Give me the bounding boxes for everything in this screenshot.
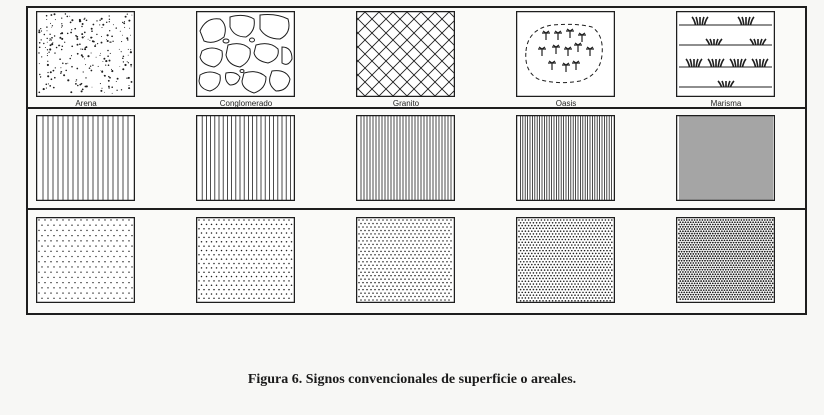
oasis-symbol — [516, 11, 615, 97]
dot-pattern-symbol-2 — [196, 217, 295, 303]
arena-label: Arena — [75, 99, 97, 108]
granito-symbol — [356, 11, 455, 97]
dot-pattern-symbol-4 — [516, 217, 615, 303]
granito-label: Granito — [392, 99, 420, 108]
arena-symbol — [36, 11, 135, 97]
conglomerado-label: Conglomerado — [219, 99, 273, 108]
dot-pattern-symbol-3 — [356, 217, 455, 303]
vertical-lines-symbol-1 — [36, 115, 135, 201]
vertical-lines-symbol-2 — [196, 115, 295, 201]
conglomerado-symbol — [196, 11, 295, 97]
vertical-lines-symbol-3 — [356, 115, 455, 201]
symbol-chart-frame — [26, 6, 807, 315]
vertical-lines-symbol-5 — [676, 115, 775, 201]
marisma-symbol — [676, 11, 775, 97]
marisma-label: Marisma — [710, 99, 742, 108]
oasis-label: Oasis — [555, 99, 577, 108]
row-divider-2 — [28, 208, 805, 210]
dot-pattern-symbol-5 — [676, 217, 775, 303]
vertical-lines-symbol-4 — [516, 115, 615, 201]
figure-caption: Figura 6. Signos convencionales de superficie o areales. — [247, 372, 577, 387]
dot-pattern-symbol-1 — [36, 217, 135, 303]
